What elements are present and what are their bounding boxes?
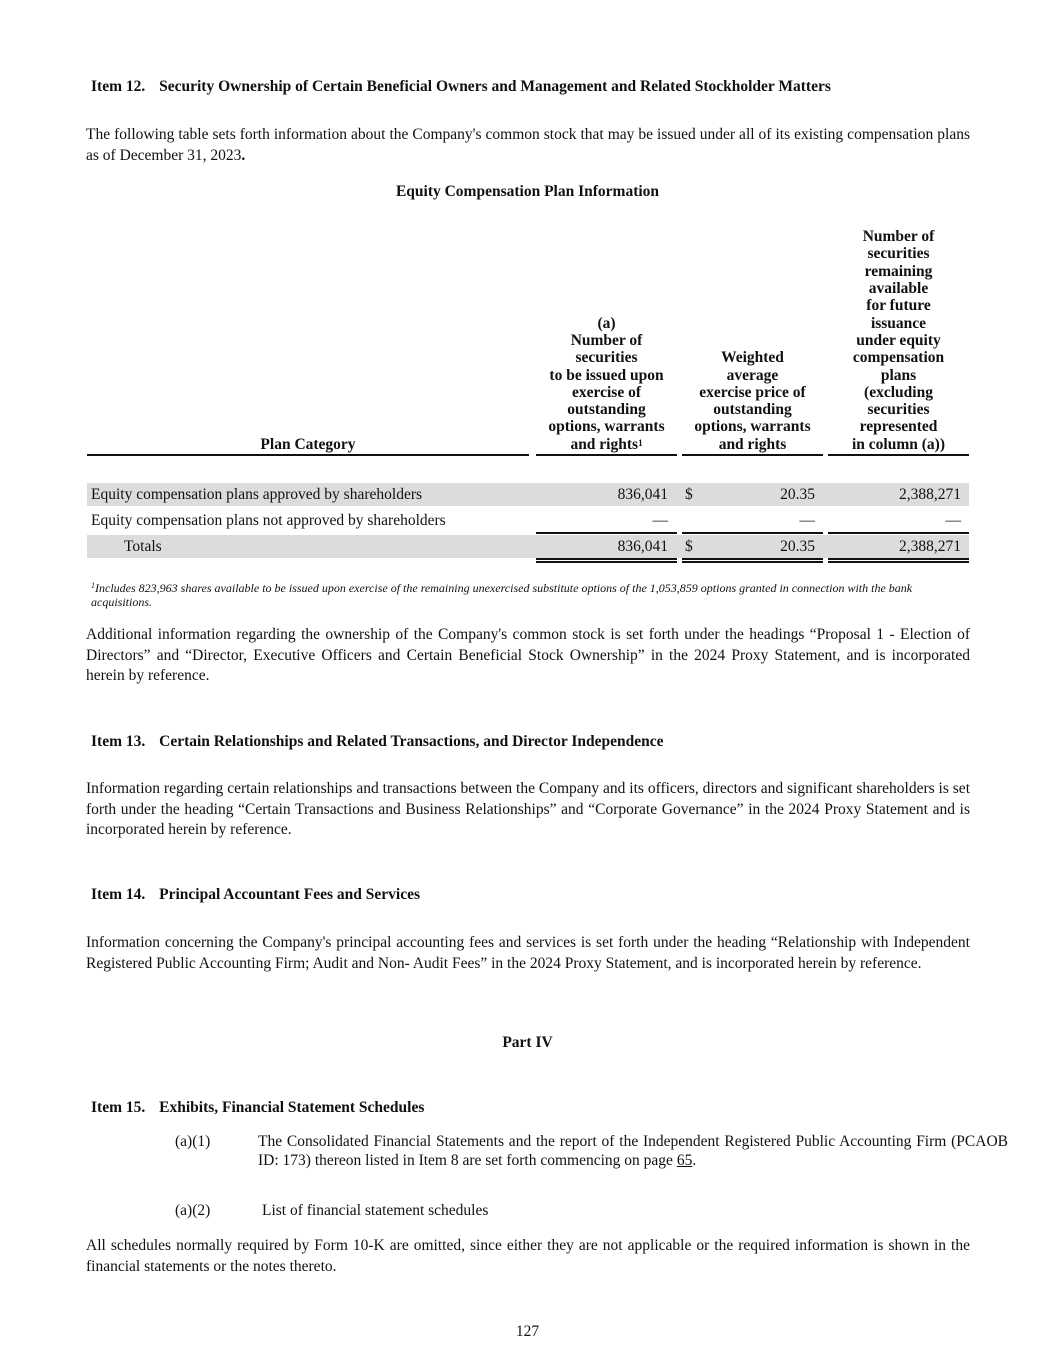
col-c-line: securities	[867, 401, 930, 419]
item14-body: Information concerning the Company's principal accounting fees and services is set forth under the heading “Relationship with Independent Registered Public Accounting Firm; Audit and Non- Audit Fees” in the 2024 Proxy Statement, and is incorporated herein by reference.	[86, 934, 970, 972]
col-c-line: plans	[880, 366, 917, 384]
item14-number: Item 14.	[91, 886, 146, 903]
header-rule-col-a	[536, 454, 677, 456]
col-a-line: (a)	[597, 314, 616, 332]
col-c-line: under equity	[856, 331, 941, 349]
header-col-a-text	[536, 315, 677, 453]
col-a-line: options, warrants	[548, 418, 665, 436]
header-col-c-text	[828, 228, 969, 453]
row-remaining: 2,388,271	[899, 486, 961, 503]
table-footnote	[91, 581, 971, 609]
item12-title: Security Ownership of Certain Beneficial Owners and Management and Related Stockholder Matters	[159, 78, 831, 95]
row-securities: 836,041	[617, 538, 668, 555]
total-double-rule	[828, 558, 969, 560]
col-a-line: to be issued upon	[549, 366, 664, 384]
col-c-line: in column (a))	[852, 435, 945, 453]
col-a-line: outstanding	[567, 401, 646, 419]
col-c-line: compensation	[852, 349, 945, 367]
col-c-line: securities	[867, 245, 930, 263]
col-b-line: exercise price of	[699, 383, 806, 401]
subtotal-rule	[828, 532, 969, 534]
footnote-text: Includes 823,963 shares available to be issued upon exercise of the remaining unexercised substitute options of the 1,053,859 options granted in connection with the bank acquisitions.	[91, 581, 913, 609]
item12-number: Item 12.	[91, 78, 146, 95]
row-category: Equity compensation plans approved by shareholders	[91, 486, 423, 503]
item15-a2-text: List of financial statement schedules	[262, 1202, 489, 1219]
item15-title: Exhibits, Financial Statement Schedules	[159, 1099, 425, 1116]
col-b-line: average	[726, 366, 779, 384]
header-col-b-text	[682, 349, 823, 453]
item13-number: Item 13.	[91, 733, 146, 750]
header-col-a	[536, 300, 677, 453]
footnote-marker: 1	[91, 581, 95, 590]
col-c-line: for future	[866, 297, 931, 315]
col-c-line: Number of	[862, 228, 935, 246]
col-a-last-text: and rights	[570, 435, 639, 453]
total-double-rule	[828, 561, 969, 563]
row-category: Equity compensation plans not approved by shareholders	[91, 512, 446, 529]
col-c-line: represented	[859, 418, 938, 436]
a1-text: The Consolidated Financial Statements and the report of the Independent Registered Public Accounting Firm (PCAOB ID: 173) thereon listed in Item 8 are set forth commencing on page	[258, 1133, 1008, 1169]
col-b-line: options, warrants	[694, 418, 811, 436]
col-c-line: issuance	[870, 314, 927, 332]
row-remaining: —	[945, 512, 961, 529]
row-securities: —	[652, 512, 668, 529]
col-a-line: Number of	[570, 331, 643, 349]
total-double-rule	[682, 558, 823, 560]
item15-number: Item 15.	[91, 1099, 146, 1116]
total-double-rule	[682, 561, 823, 563]
header-rule-col-c	[828, 454, 969, 456]
header-rule-category	[87, 454, 529, 456]
header-plan-category	[87, 400, 529, 453]
intro-period: .	[241, 146, 246, 164]
item15-closing: All schedules normally required by Form 10-K are omitted, since either they are not applicable or the required information is shown in the financial statements or the notes thereto.	[86, 1237, 970, 1275]
page-number: 127	[515, 1323, 540, 1340]
subtotal-rule	[682, 532, 823, 534]
col-a-line: securities	[575, 349, 638, 367]
col-b-line: and rights	[718, 435, 787, 453]
item15-heading	[91, 1099, 424, 1117]
row-price: —	[799, 512, 815, 529]
part-heading: Part IV	[502, 1034, 553, 1051]
total-double-rule	[536, 558, 677, 560]
header-rule-col-b	[682, 454, 823, 456]
header-plan-category-text: Plan Category	[260, 435, 356, 453]
row-category: Totals	[124, 538, 162, 555]
item15-a1-label: (a)(1)	[175, 1133, 211, 1150]
item12-intro-text: The following table sets forth information about the Company's common stock that may be issued under all of its existing compensation plans as of December 31, 2023	[86, 126, 970, 164]
item12-intro	[86, 125, 970, 166]
footnote-ref: 1	[638, 437, 643, 448]
item15-a2-label: (a)(2)	[175, 1202, 211, 1219]
row-price: 20.35	[780, 486, 815, 503]
row-price: 20.35	[780, 538, 815, 555]
col-a-line: exercise of	[572, 383, 641, 401]
item14-title: Principal Accountant Fees and Services	[159, 886, 421, 903]
row-securities: 836,041	[617, 486, 668, 503]
a1-end: .	[692, 1151, 697, 1169]
header-col-c	[828, 220, 969, 453]
item14-heading	[91, 886, 420, 904]
col-a-line-last	[536, 436, 677, 453]
item13-title: Certain Relationships and Related Transactions, and Director Independence	[159, 733, 664, 750]
page-link[interactable]: 65	[676, 1151, 693, 1169]
header-col-b	[682, 300, 823, 453]
item13-body: Information regarding certain relationships and transactions between the Company and its officers, directors and significant shareholders is set forth under the heading “Certain Transactions and Business Relationships” and “Corporate Governance” in the 2024 Proxy Statement and is incorporated herein by reference.	[86, 780, 970, 839]
table-title: Equity Compensation Plan Information	[395, 183, 660, 200]
item15-a1-text	[258, 1133, 1008, 1170]
item13-heading	[91, 733, 663, 751]
row-remaining: 2,388,271	[899, 538, 961, 555]
col-c-line: (excluding	[864, 383, 933, 401]
col-b-line: outstanding	[713, 401, 792, 419]
total-double-rule	[536, 561, 677, 563]
item12-heading	[91, 78, 831, 96]
additional-info: Additional information regarding the ownership of the Company's common stock is set forth under the headings “Proposal 1 - Election of Directors” and “Director, Executive Officers and Certain Beneficial Stock Ownership” in the 2024 Proxy Statement, and is incorporated herein by reference.	[86, 626, 970, 685]
col-c-line: remaining	[864, 262, 933, 280]
col-b-line: Weighted	[721, 349, 784, 367]
row-currency: $	[685, 486, 693, 503]
col-c-line: available	[868, 280, 929, 298]
subtotal-rule	[536, 532, 677, 534]
row-currency: $	[685, 538, 693, 555]
